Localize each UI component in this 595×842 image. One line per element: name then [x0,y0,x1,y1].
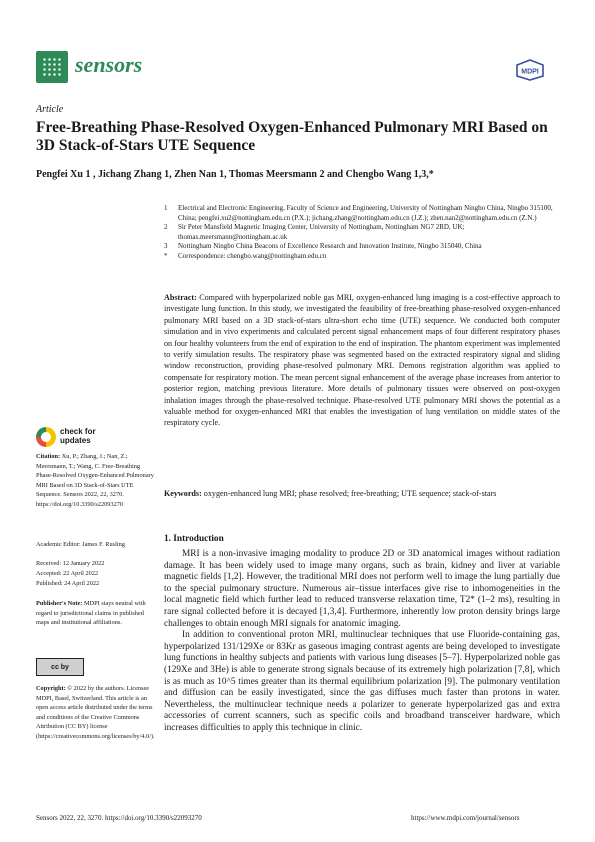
check-for-updates-badge[interactable]: check for updates [36,425,126,449]
cc-by-license-icon[interactable]: cc by [36,658,84,676]
academic-editor: Academic Editor: James F. Rusling [36,541,125,548]
keywords-text: oxygen-enhanced lung MRI; phase resolved; free-breathing; UTE sequence; stack-of-stars [203,489,497,498]
paragraph: MRI is a non-invasive imaging modality to produce 2D or 3D anatomical images without radiation damage. It has been widely used to image many organs, such as brain, kidney and liver at variable magnetic fields [1,2]. However, the traditional MRI does not perform well to image the lung partially due to the special pulmonary structure. Numerous air–tissue interfaces give rise to inhomogeneities in the local magnetic field which further lead to reduced transverse relaxation time, T2* (1–2 ms), resulting in rare signal collected before it is decayed [1,3,4]. Furthermore, inherently low proton density brings large challenges to obtain enough MRI signals for anatomic imaging. [164,549,560,629]
publisher-note: Publisher's Note: MDPI stays neutral with regard to jurisdictional claims in published maps and institutional affiliations. [36,600,146,627]
svg-text:MDPI: MDPI [521,68,539,76]
correspondence: * Correspondence: chengbo.wang@nottingham.edu.cn [164,251,327,260]
mdpi-logo-icon [515,59,545,81]
abstract-text: Compared with hyperpolarized noble gas MRI, oxygen-enhanced lung imaging is a cost-effective approach to investigate lung function. In this study, we investigated the feasibility of free-breathing phase-resolved oxygen-enhanced pulmonary MRI based on a 3D stack-of-stars ultra-short echo time (UTE) sequence. We conducted both computer simulation and in vivo experiments and calculated percent signal enhancement maps of four different respiratory phases on four healthy volunteers from the end of expiration to the end of inspiration. The phantom experiment was implemented to verify simulation results. The respiratory phase was segmented based on the extracted respiratory signal and sliding window reconstruction, providing phase-resolved pulmonary MRI. Demons registration algorithm was applied to compensate for respiratory motion. The mean percent signal enhancement of the average phase increases from anterior to posterior region, matching previous literature. More details of pulmonary tissues were observed on post-oxygen inhalation images through the phase-resolved technique. Phase-resolved UTE pulmonary MRI shows the potential as a valuable method for oxygen-enhanced MRI that enables the investigation of lung ventilation on middle states of the respiratory cycle. [164,293,560,428]
check-updates-icon [36,427,56,447]
journal-logo-icon [36,51,68,83]
body-text [164,549,560,735]
footer-citation: Sensors 2022, 22, 3270. https://doi.org/10.3390/s22093270 [36,814,202,822]
copyright: Copyright: © 2022 by the authors. Licensee MDPI, Basel, Switzerland. This article is an open access article distributed under the terms and conditions of the Creative Commons Attribution (CC BY) license (https://creativecommons.org/licenses/by/4.0/). [36,685,155,740]
received-date: Received: 12 January 2022 [36,560,105,567]
author-list: Pengfei Xu 1 , Jichang Zhang 1, Zhen Nan 1, Thomas Meersmann 2 and Chengbo Wang 1,3,* [36,169,434,180]
paper-title: Free-Breathing Phase-Resolved Oxygen-Enhanced Pulmonary MRI Based on 3D Stack-of-Stars UTE Sequence [36,119,548,154]
affiliation-3: 3 Nottingham Ningbo China Beacons of Excellence Research and Innovation Institute, Ningbo 315040, China [164,242,482,251]
citation: Citation: Xu, P.; Zhang, J.; Nan, Z.; Meersmann, T.; Wang, C. Free-Breathing Phase-Resolved Oxygen-Enhanced Pulmonary MRI Based on 3D Stack-of-Stars UTE Sequence. Sensors 2022, 22, 3270. https://doi.org/10.3390/s22093270 [36,453,154,508]
keywords-label: Keywords: [164,489,202,498]
abstract [164,292,560,429]
affiliation-2: 2 Sir Peter Mansfield Magnetic Imaging Center, University of Nottingham, Nottingham NG7 2RD, UK; thomas.meersmann@nottingham.ac.uk [164,223,465,241]
section-heading: 1. Introduction [164,534,224,544]
keywords [164,488,560,499]
paragraph: In addition to conventional proton MRI, multinuclear techniques that use Fluoride-containing gas, hyperpolarized 131/129Xe or 83Kr as gaseous imaging contrast agents are being developed to investigate lung functions in healthy subjects and patients with various lung diseases [5–7]. Hyperpolarized noble gas (129Xe and 3He) is able to generate strong signals because of its extremely high polarization [7,8], which is as much as 10^5 times greater than its thermal equilibrium polarization [9]. The pulmonary ventilation and diffusion can be easily investigated, since the gas diffuses much faster than protons in water. Nevertheless, the multinuclear technique needs a polarizer to generate hyperpolarized gas and extra accessories of current scanners, such as specific coils and broadband transceiver hardware, which increases difficulties to apply this technique in clinic. [164,630,560,733]
published-date: Published: 24 April 2022 [36,580,100,587]
affiliation-1: 1 Electrical and Electronic Engineering, Faculty of Science and Engineering, University of Nottingham Ningbo China, Ningbo 315100, China; pengfei.xu2@nottingham.edu.cn (P.X.); jichang.zhang@nottingham.edu.cn (J.Z.); zhen.nan2@nottingham.edu.cn (Z.N.) [164,204,553,222]
abstract-label: Abstract: [164,293,197,302]
footer-journal-link[interactable]: https://www.mdpi.com/journal/sensors [411,814,520,822]
affiliations [164,204,564,262]
article-type: Article [36,104,64,115]
accepted-date: Accepted: 22 April 2022 [36,570,99,577]
journal-name: sensors [75,52,143,77]
